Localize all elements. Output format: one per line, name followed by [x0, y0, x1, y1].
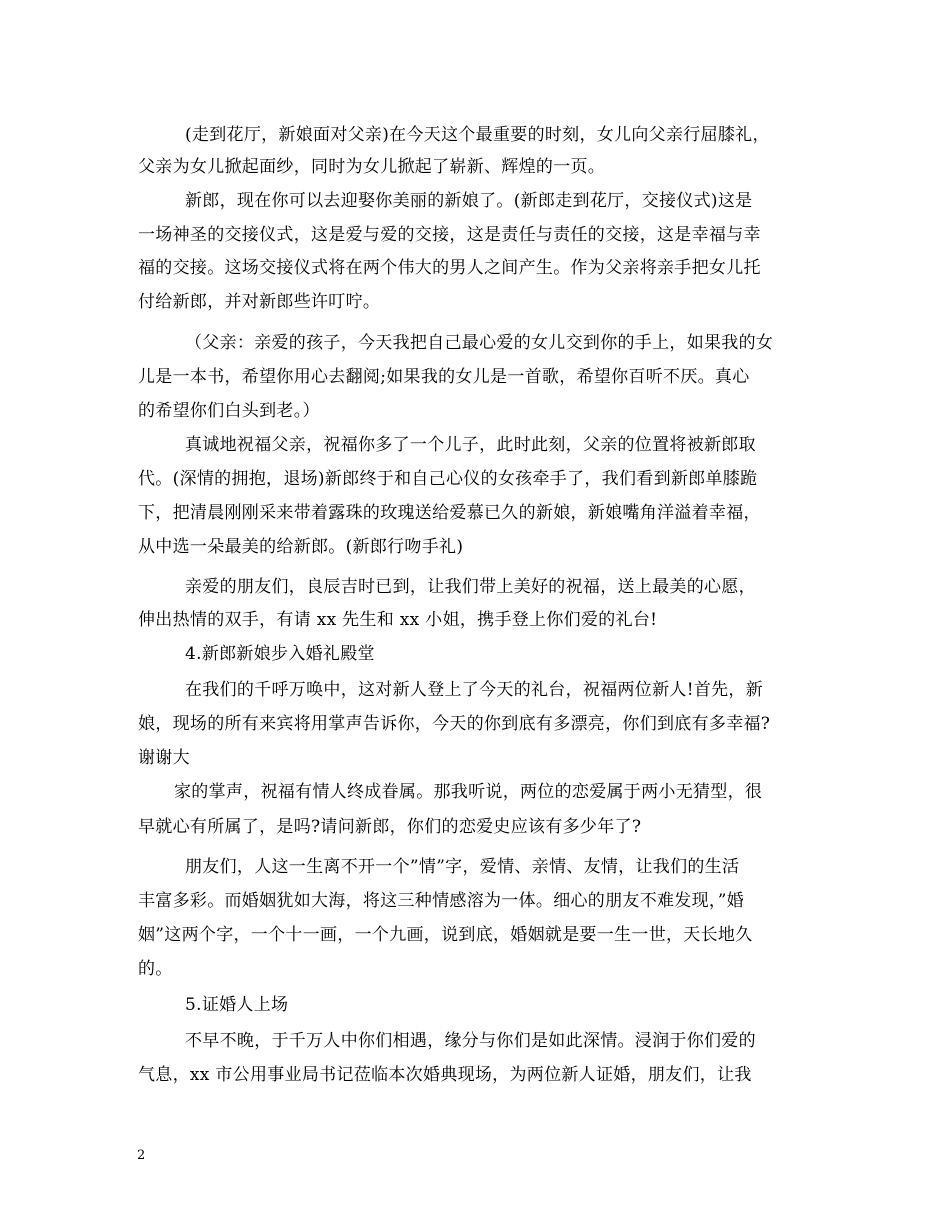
text-line: 家的掌声，祝福有情人终成眷属。那我听说，两位的恋爱属于两小无猜型，很: [174, 782, 763, 802]
text-line: 一场神圣的交接仪式，这是爱与爱的交接，这是责任与责任的交接，这是幸福与幸: [138, 225, 761, 245]
text-line: 姻”这两个字，一个十一画，一个九画，说到底，婚姻就是要一生一世，天长地久: [138, 925, 753, 945]
text-line: （父亲：亲爱的孩子，今天我把自己最心爱的女儿交到你的手上，如果我的女: [185, 333, 774, 353]
text-line: 代。(深情的拥抱，退场)新郎终于和自己心仪的女孩牵手了，我们看到新郎单膝跪: [138, 469, 758, 489]
text-line: (走到花厅，新娘面对父亲)在今天这个最重要的时刻，女儿向父亲行屈膝礼，: [185, 125, 770, 145]
text-line: 付给新郎，并对新郎些许叮咛。: [138, 292, 381, 312]
text-line: 新郎，现在你可以去迎娶你美丽的新娘了。(新郎走到花厅，交接仪式)这是: [185, 191, 753, 211]
text-line: 亲爱的朋友们，良辰吉时已到，让我们带上美好的祝福，送上最美的心愿，: [185, 577, 756, 597]
text-line: 下，把清晨刚刚采来带着露珠的玫瑰送给爱慕已久的新娘，新娘嘴角洋溢着幸福，: [138, 503, 761, 523]
text-line: 在我们的千呼万唤中，这对新人登上了今天的礼台，祝福两位新人!首先，新: [185, 680, 764, 700]
text-line: 从中选一朵最美的给新郎。(新郎行吻手礼): [138, 537, 464, 557]
text-line: 谢谢大: [138, 748, 190, 768]
section-heading: 4.新郎新娘步入婚礼殿堂: [185, 644, 375, 664]
text-line: 儿是一本书，希望你用心去翻阅;如果我的女儿是一首歌，希望你百听不厌。真心: [138, 367, 750, 387]
page-number: 2: [137, 1148, 146, 1163]
text-line: 娘，现场的所有来宾将用掌声告诉你，今天的你到底有多漂亮，你们到底有多幸福?: [138, 714, 771, 734]
text-line: 丰富多彩。而婚姻犹如大海，将这三种情感溶为一体。细心的朋友不难发现，”婚: [138, 891, 744, 911]
text-line: 伸出热情的双手，有请 xx 先生和 xx 小姐，携手登上你们爱的礼台!: [138, 610, 658, 630]
text-line: 的希望你们白头到老。）: [138, 401, 320, 421]
text-line: 真诚地祝福父亲，祝福你多了一个儿子，此时此刻，父亲的位置将被新郎取: [185, 435, 756, 455]
text-line: 早就心有所属了，是吗?请问新郎，你们的恋爱史应该有多少年了?: [138, 817, 642, 837]
text-line: 不早不晚，于千万人中你们相遇，缘分与你们是如此深情。浸润于你们爱的: [185, 1031, 756, 1051]
text-line: 气息，xx 市公用事业局书记莅临本次婚典现场，为两位新人证婚，朋友们，让我: [138, 1065, 752, 1085]
text-line: 朋友们，人这一生离不开一个”情”字，爱情、亲情、友情，让我们的生活: [185, 857, 740, 877]
text-line: 福的交接。这场交接仪式将在两个伟大的男人之间产生。作为父亲将亲手把女儿托: [138, 258, 761, 278]
text-line: 的。: [138, 959, 173, 979]
section-heading: 5.证婚人上场: [185, 995, 289, 1015]
text-line: 父亲为女儿掀起面纱，同时为女儿掀起了崭新、辉煌的一页。: [138, 157, 606, 177]
